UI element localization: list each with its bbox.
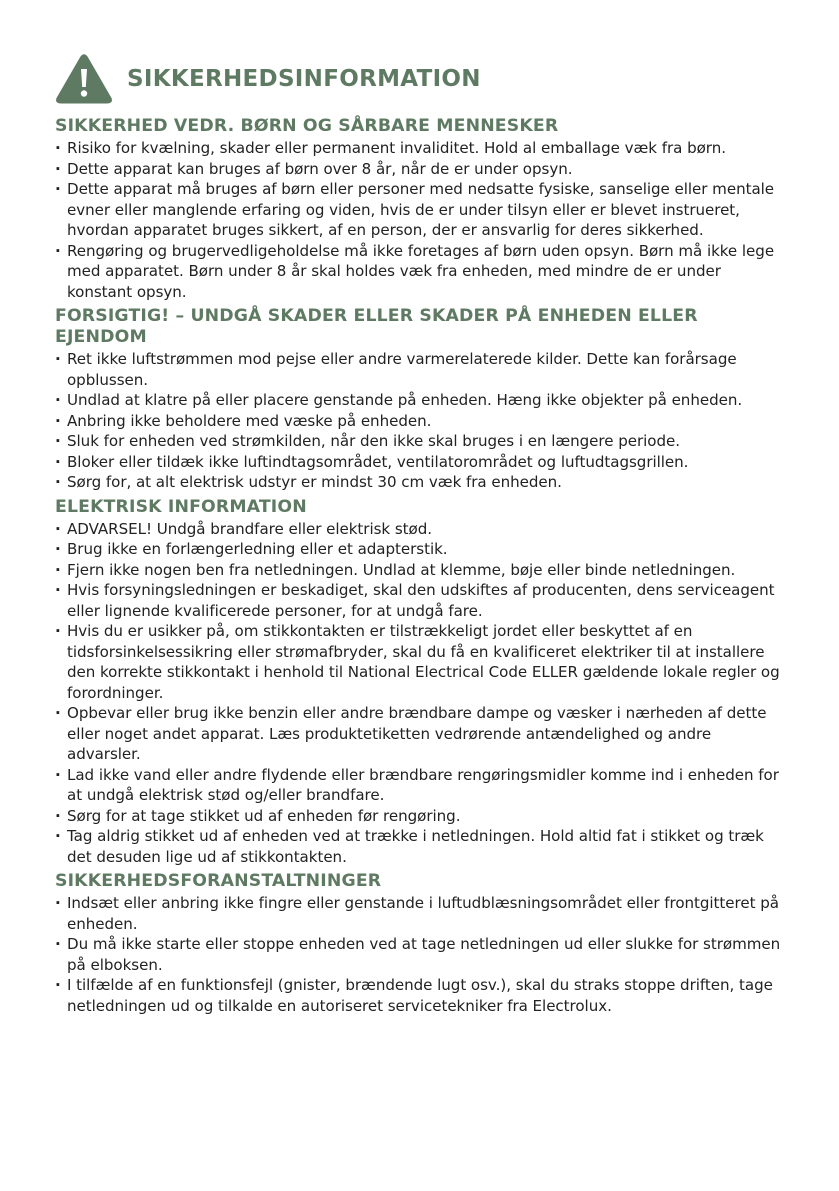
list-item: · Opbevar eller brug ikke benzin eller andre brændbare dampe og væsker i nærheden af dette eller noget andet apparat. Læs produktetiketten vedrørende antændelighed og andre advarsler. [55, 703, 783, 765]
list-item: · Indsæt eller anbring ikke fingre eller genstande i luftudblæsningsområdet eller frontgitteret på enheden. [55, 893, 783, 934]
section-heading: SIKKERHED VEDR. BØRN OG SÅRBARE MENNESKER [55, 116, 559, 136]
list-item: · Hvis forsyningsledningen er beskadiget, skal den udskiftes af producenten, dens serviceagent eller lignende kvalificerede personer, for at undgå fare. [55, 580, 783, 621]
section-heading: FORSIGTIG! – UNDGÅ SKADER ELLER SKADER PÅ ENHEDEN ELLER EJENDOM [55, 306, 698, 347]
list-item: · Risiko for kvælning, skader eller permanent invaliditet. Hold al emballage væk fra børn. [55, 138, 783, 159]
bullet-list [55, 519, 783, 868]
list-item: · Rengøring og brugervedligeholdelse må ikke foretages af børn uden opsyn. Børn må ikke lege med apparatet. Børn under 8 år skal holdes væk fra enheden, med mindre de er under konstant opsyn. [55, 241, 783, 303]
list-item: · I tilfælde af en funktionsfejl (gnister, brændende lugt osv.), skal du straks stoppe driften, tage netledningen ud og tilkalde en autoriseret servicetekniker fra Electrolux. [55, 975, 783, 1016]
section-caution [55, 306, 783, 493]
list-item: · Dette apparat må bruges af børn eller personer med nedsatte fysiske, sanselige eller mentale evner eller manglende erfaring og viden, hvis de er under tilsyn eller er blevet instrueret, hvordan apparatet bruges sikkert, af en person, der er ansvarlig for deres sikkerhed. [55, 179, 783, 241]
section-electrical-information [55, 497, 783, 868]
list-item: · Anbring ikke beholdere med væske på enheden. [55, 411, 783, 432]
bullet-list [55, 138, 783, 302]
section-heading: SIKKERHEDSFORANSTALTNINGER [55, 871, 382, 891]
page-title: SIKKERHEDSINFORMATION [127, 66, 481, 92]
list-item: · Undlad at klatre på eller placere genstande på enheden. Hæng ikke objekter på enheden. [55, 390, 783, 411]
list-item: · Brug ikke en forlængerledning eller et adapterstik. [55, 539, 783, 560]
bullet-list [55, 349, 783, 493]
title-row [55, 50, 783, 108]
list-item: · Lad ikke vand eller andre flydende eller brændbare rengøringsmidler komme ind i enheden for at undgå elektrisk stød og/eller brandfare. [55, 765, 783, 806]
list-item: · Dette apparat kan bruges af børn over 8 år, når de er under opsyn. [55, 159, 783, 180]
list-item: · Tag aldrig stikket ud af enheden ved at trække i netledningen. Hold altid fat i stikket og træk det desuden lige ud af stikkontakten. [55, 826, 783, 867]
list-item: · Du må ikke starte eller stoppe enheden ved at tage netledningen ud eller slukke for strømmen på elboksen. [55, 934, 783, 975]
section-safety-precautions [55, 871, 783, 1016]
list-item: · Hvis du er usikker på, om stikkontakten er tilstrækkeligt jordet eller beskyttet af en tidsforsinkelsessikring eller strømafbryder, skal du få en kvalificeret elektriker til at installere den korrekte stikkontakt i henhold til National Electrical Code ELLER gældende lokale regler og forordninger. [55, 621, 783, 703]
section-child-safety [55, 116, 783, 302]
list-item: · Fjern ikke nogen ben fra netledningen. Undlad at klemme, bøje eller binde netledningen. [55, 560, 783, 581]
list-item: · Ret ikke luftstrømmen mod pejse eller andre varmerelaterede kilder. Dette kan forårsage opblussen. [55, 349, 783, 390]
warning-triangle-icon [55, 53, 113, 105]
bullet-list [55, 893, 783, 1016]
list-item: · Sluk for enheden ved strømkilden, når den ikke skal bruges i en længere periode. [55, 431, 783, 452]
list-item: · Bloker eller tildæk ikke luftindtagsområdet, ventilatorområdet og luftudtagsgrillen. [55, 452, 783, 473]
section-heading: ELEKTRISK INFORMATION [55, 496, 307, 517]
list-item: · Sørg for at tage stikket ud af enheden før rengøring. [55, 806, 783, 827]
list-item: · Sørg for, at alt elektrisk udstyr er mindst 30 cm væk fra enheden. [55, 472, 783, 493]
list-item: · ADVARSEL! Undgå brandfare eller elektrisk stød. [55, 519, 783, 540]
safety-information-page [55, 50, 783, 1016]
